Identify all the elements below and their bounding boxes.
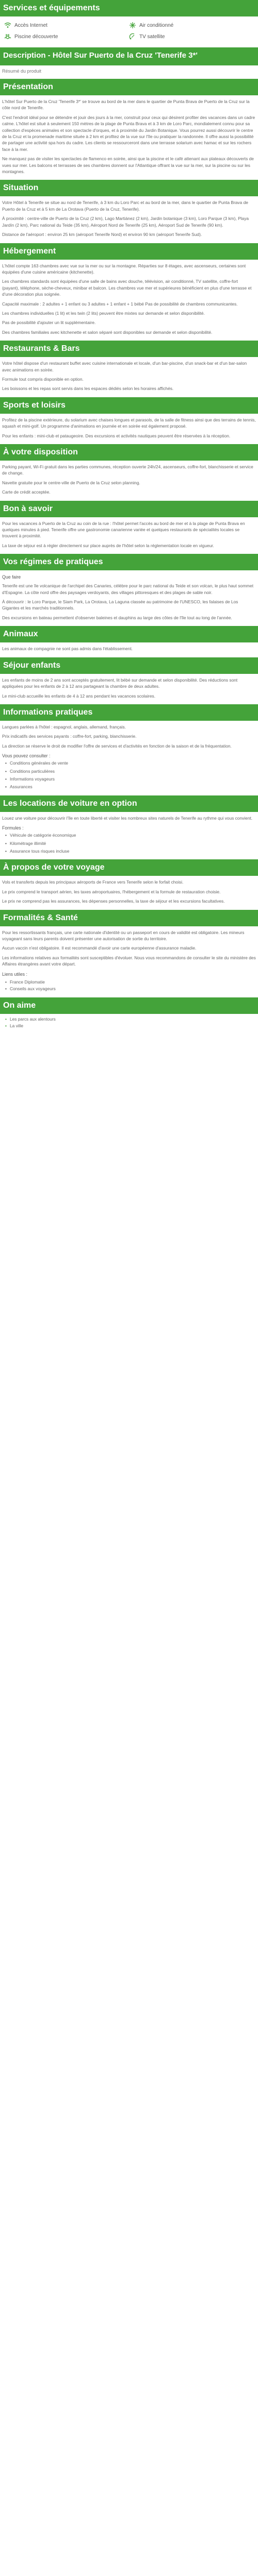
list-item[interactable] — [5, 760, 256, 766]
assurances-link[interactable]: Assurances — [9, 784, 33, 790]
situation-text-2: À proximité : centre-ville de Puerto de la Cruz (2 km), Lago Martiánez (2 km), Jardin botanique (3 km), Loro Parque (3 km), Playa Jardín (2 km), Parc national du Teide (35 km), Aéroport Nord de Tenerife (25 km), Aéroport Sud de Tenerife (90 km). — [2, 216, 249, 228]
bon-a-savoir-text-1: Pour les vacances à Puerto de la Cruz au coin de la rue : l'hôtel permet l'accès au bord de mer et à la plage de Punta Brava en quelques minutes à pied. Tenerife offre une gastronomie canarienne variée et quelques restaurants de spécialités locales se trouvent à proximité. — [2, 520, 245, 539]
location-list-heading: Formules : — [2, 825, 24, 831]
section-heading-informations: Informations pratiques — [0, 704, 258, 721]
presentation-text-1: L'hôtel Sur Puerto de la Cruz 'Tenerife 3*' se trouve au bord de la mer dans le quartier de Punta Brava de Puerto de la Cruz sur la côte nord de Tenerife. — [2, 99, 250, 111]
pratiques-text-2: À découvrir : le Loro Parque, le Siam Park, La Orotava, La Laguna classée au patrimoine de l'UNESCO, les falaises de Los Gigantes et les marchés traditionnels. — [2, 599, 238, 611]
service-aircon — [129, 22, 254, 29]
subheading-que-faire: Que faire — [2, 574, 21, 580]
section-heading-enfants: Séjour enfants — [0, 657, 258, 674]
pratiques-text-1: Tenerife est une île volcanique de l'archipel des Canaries, célèbre pour le parc national du Teide et son volcan, le plus haut sommet d'Espagne. La côte nord offre des paysages verdoyants, des villages pittoresques et des plages de sable noir. — [2, 583, 254, 595]
animaux-text-1: Les animaux de compagnie ne sont pas admis dans l'établissement. — [2, 646, 133, 652]
presentation-text-2: C'est l'endroit idéal pour se détendre et jouir des jours à la mer, construit pour ceux qui désirent profiter des vacances dans un cadre calme. L'hôtel est situé à seulement 150 mètres de la plage de Punta Brava et à 3 km de Loro Parc, mondialement connu pour sa collection d'espèces animales et son spectacle d'orques, et à proximité du Jardin Botanique. Vous pourrez aussi découvrir le centre de la Cruz et la promenade maritime située à 2 km et profitez de la vue sur l'île ou pratiquer la randonnée. Il offre aussi la possibilité de partager une activité spa hors du cadre. Les clients se ressourceront dans une terrasse solarium avec hamac et sur les rochers face à la mer. — [2, 114, 255, 152]
enfants-text-1: Les enfants de moins de 2 ans sont acceptés gratuitement, lit bébé sur demande et selon disponibilité. Des réductions sont appliquées pour les enfants de 2 à 12 ans partageant la chambre de deux adultes. — [2, 677, 238, 689]
informations-text-3: La direction se réserve le droit de modifier l'offre de services et d'activités en fonction de la saison et de la fréquentation. — [2, 743, 232, 749]
section-heading-restaurants: Restaurants & Bars — [0, 341, 258, 357]
section-heading-hebergement: Hébergement — [0, 243, 258, 260]
situation-text-3: Distance de l'aéroport : environ 25 km (aéroport Tenerife Nord) et environ 90 km (aéroport Tenerife Sud). — [2, 232, 202, 238]
pratiques-text-3: Des excursions en bateau permettent d'observer baleines et dauphins au large des côtes de l'île tout au long de l'année. — [2, 615, 232, 620]
list-item: • Véhicule de catégorie économique — [5, 832, 256, 838]
list-item: • Les parcs aux alentours — [5, 1016, 256, 1023]
hebergement-text-1: L'hôtel compte 163 chambres avec vue sur la mer ou sur la montagne. Réparties sur 8 étages, avec ascenseurs, certaines sont équipées d'une cuisine américaine (kitchenette). — [2, 263, 246, 275]
bon-a-savoir-text-2: La taxe de séjour est à régler directement sur place auprès de l'hôtel selon la réglementation locale en vigueur. — [2, 543, 214, 548]
service-label: Piscine découverte — [14, 33, 58, 40]
voyage-text-3: Le prix ne comprend pas les assurances, les dépenses personnelles, la taxe de séjour et les excursions facultatives. — [2, 899, 225, 904]
satellite-icon — [129, 33, 136, 40]
section-heading-animaux: Animaux — [0, 626, 258, 642]
formalites-text-1: Pour les ressortissants français, une carte nationale d'identité ou un passeport en cours de validité est obligatoire. Les mineurs voyageant sans leurs parents doivent présenter une autorisation de sortie du territoire. — [2, 929, 245, 941]
pool-icon — [4, 33, 11, 40]
services-title: Services et équipements — [0, 0, 258, 16]
list-item: • La ville — [5, 1023, 256, 1029]
page-title: Description - Hôtel Sur Puerto de la Cruz 'Tenerife 3*' — [3, 51, 198, 60]
service-label: TV satellite — [139, 33, 165, 40]
conditions-generales-link[interactable]: Conditions générales de vente — [9, 760, 69, 766]
informations-list-heading: Vous pouvez consulter : — [2, 753, 51, 759]
section-heading-on-aime: On aime — [0, 997, 258, 1014]
disposition-text-3: Carte de crédit acceptée. — [2, 489, 51, 495]
location-list — [5, 832, 256, 854]
hebergement-text-3: Capacité maximale : 2 adultes + 1 enfant ou 3 adultes + 1 enfant + 1 bébé Pas de possibilité de chambres communicantes. — [2, 301, 238, 307]
list-item[interactable] — [5, 784, 256, 790]
hebergement-text-6: Des chambres familiales avec kitchenette et salon séparé sont disponibles sur demande et selon disponibilité. — [2, 329, 213, 335]
disposition-text-2: Navette gratuite pour le centre-ville de Puerto de la Cruz selon planning. — [2, 480, 140, 485]
service-internet — [4, 22, 129, 29]
product-summary-label: Résumé du produit — [2, 69, 42, 74]
section-heading-voyage: À propos de votre voyage — [0, 859, 258, 876]
list-item[interactable] — [5, 776, 256, 782]
list-item[interactable] — [5, 768, 256, 774]
section-heading-pratiques: Vos régimes de pratiques — [0, 554, 258, 570]
formalites-text-3: Les informations relatives aux formalités sont susceptibles d'évoluer. Nous vous recommandons de consulter le site du ministère des Affaires étrangères avant votre départ. — [2, 955, 256, 967]
location-text-1: Louez une voiture pour découvrir l'île en toute liberté et visiter les nombreux sites naturels de Tenerife au rythme qui vous convient. — [2, 815, 253, 821]
voyage-text-1: Vols et transferts depuis les principaux aéroports de France vers Tenerife selon le forfait choisi. — [2, 879, 184, 885]
list-item[interactable] — [5, 986, 256, 992]
informations-list — [5, 760, 256, 790]
section-heading-sports: Sports et loisirs — [0, 397, 258, 414]
sports-text-2: Pour les enfants : mini-club et pataugeoire. Des excursions et activités nautiques peuvent être réservées à la réception. — [2, 433, 231, 438]
list-item[interactable] — [5, 979, 256, 986]
sports-text-1: Profitez de la piscine extérieure, du solarium avec chaises longues et parasols, de la salle de fitness ainsi que des terrains de tennis, squash et mini-golf. Un programme d'animations en journée et en soirée est également proposé. — [2, 417, 256, 429]
formalites-text-2: Aucun vaccin n'est obligatoire. Il est recommandé d'avoir une carte européenne d'assurance maladie. — [2, 945, 197, 951]
hebergement-text-4: Les chambres individuelles (1 lit) et les twin (2 lits) peuvent être mixtes sur demande et selon disponibilité. — [2, 310, 205, 316]
informations-voyageurs-link[interactable]: Informations voyageurs — [9, 776, 55, 782]
disposition-text-1: Parking payant, Wi-Fi gratuit dans les parties communes, réception ouverte 24h/24, ascenseurs, coffre-fort, blanchisserie et service de change. — [2, 464, 253, 476]
presentation-text-3: Ne manquez pas de visiter les spectacles de flamenco en soirée, ainsi que la piscine et le café attenant aux plateaux découverts de vues sur mer. Les balcons et terrasses de ses chambres donnent sur l'Atlantique offrant la vue sur la mer, sur la piscine ou sur les montagnes. — [2, 156, 254, 175]
enfants-text-2: Le mini-club accueille les enfants de 4 à 12 ans pendant les vacances scolaires. — [2, 693, 156, 699]
informations-text-1: Langues parlées à l'hôtel : espagnol, anglais, allemand, français. — [2, 724, 126, 730]
section-heading-presentation: Présentation — [0, 79, 258, 95]
section-heading-disposition: À votre disposition — [0, 444, 258, 461]
product-title-band — [0, 47, 258, 65]
restaurants-text-2: Formule tout compris disponible en option. — [2, 376, 84, 382]
restaurants-text-1: Votre hôtel dispose d'un restaurant buffet avec cuisine internationale et locale, d'un bar-piscine, d'un snack-bar et d'un bar-salon avec animations en soirée. — [2, 361, 247, 372]
snowflake-icon — [129, 22, 136, 29]
service-label: Air conditionné — [139, 22, 174, 28]
services-grid — [0, 16, 258, 44]
formalites-links — [5, 979, 256, 992]
section-heading-situation: Situation — [0, 180, 258, 196]
list-item: • Kilométrage illimité — [5, 840, 256, 846]
informations-text-2: Prix indicatifs des services payants : coffre-fort, parking, blanchisserie. — [2, 734, 137, 739]
france-diplomatie-link[interactable]: France Diplomatie — [9, 979, 45, 985]
hebergement-text-2: Les chambres standards sont équipées d'une salle de bains avec douche, télévision, air conditionné, TV satellite, coffre-fort (payant), téléphone, sèche-cheveux, minibar et balcon. Les chambres vue mer et supérieures bénéficient en plus d'une terrasse et d'une décoration plus soignée. — [2, 279, 252, 297]
section-heading-bon-a-savoir: Bon à savoir — [0, 501, 258, 517]
hebergement-text-5: Pas de possibilité d'ajouter un lit supplémentaire. — [2, 320, 96, 326]
section-heading-location: Les locations de voiture en option — [0, 795, 258, 812]
wifi-icon — [4, 22, 11, 29]
list-item: • Assurance tous risques incluse — [5, 848, 256, 854]
section-heading-formalites: Formalités & Santé — [0, 910, 258, 926]
service-label: Accès Internet — [14, 22, 47, 28]
restaurants-text-3: Les boissons et les repas sont servis dans les espaces dédiés selon les horaires affichés. — [2, 386, 174, 392]
situation-text-1: Votre Hôtel à Tenerife se situe au nord de Tenerife, à 3 km du Loro Parc et au bord de la mer, dans le quartier de Punta Brava de Puerto de la Cruz et à 5 km de La Orotava (Puerto de la Cruz, Tenerife). — [2, 200, 248, 212]
service-tv — [129, 33, 254, 40]
on-aime-list — [5, 1016, 256, 1029]
voyage-text-2: Le prix comprend le transport aérien, les taxes aéroportuaires, l'hébergement et la formule de restauration choisie. — [2, 889, 221, 894]
conseils-voyageurs-link[interactable]: Conseils aux voyageurs — [9, 986, 56, 991]
formalites-list-heading: Liens utiles : — [2, 971, 27, 977]
conditions-particulieres-link[interactable]: Conditions particulières — [9, 768, 55, 774]
service-pool — [4, 33, 129, 40]
